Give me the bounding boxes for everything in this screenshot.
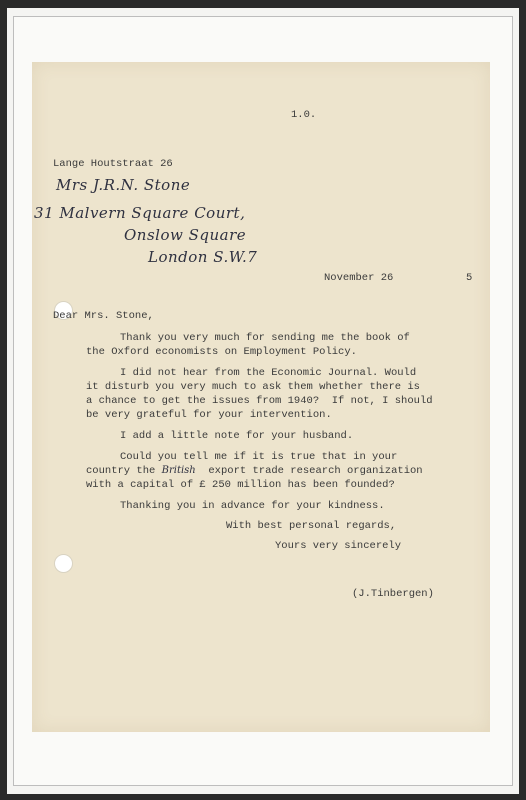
body-line: Thank you very much for sending me the book of <box>120 332 410 344</box>
punch-hole-bottom <box>54 554 73 573</box>
body-line: Could you tell me if it is true that in your <box>120 451 398 463</box>
letter-sheet <box>32 62 490 732</box>
body-line: I did not hear from the Economic Journal. Would <box>120 367 417 379</box>
signature-name: (J.Tinbergen) <box>352 588 434 600</box>
body-line: with a capital of £ 250 million has been founded? <box>86 479 395 491</box>
body-line: it disturb you very much to ask them whether there is <box>86 381 420 393</box>
body-line-prefix: country the <box>86 465 162 477</box>
body-line: a chance to get the issues from 1940? If not, I should <box>86 395 433 407</box>
handwritten-insertion: British <box>161 465 196 476</box>
body-line: Thanking you in advance for your kindness. <box>120 500 385 512</box>
page-number: 1.0. <box>291 109 317 121</box>
recipient-street: 31 Malvern Square Court, <box>34 204 246 222</box>
body-line-suffix: export trade research organization <box>208 465 423 477</box>
closing-sincerely: Yours very sincerely <box>275 540 402 552</box>
recipient-name: Mrs J.R.N. Stone <box>56 176 191 194</box>
body-line: I add a little note for your husband. <box>120 430 354 442</box>
body-line: the Oxford economists on Employment Policy. <box>86 346 357 358</box>
letter-date: November 26 <box>324 272 394 284</box>
recipient-square: Onslow Square <box>124 226 247 244</box>
closing-regards: With best personal regards, <box>226 520 397 532</box>
body-line: be very grateful for your intervention. <box>86 409 332 421</box>
recipient-city: London S.W.7 <box>148 248 258 266</box>
sender-address: Lange Houtstraat 26 <box>53 158 173 170</box>
letter-year: 5 <box>466 272 473 284</box>
body-line-with-handwriting <box>86 465 423 477</box>
salutation: Dear Mrs. Stone, <box>53 310 154 322</box>
